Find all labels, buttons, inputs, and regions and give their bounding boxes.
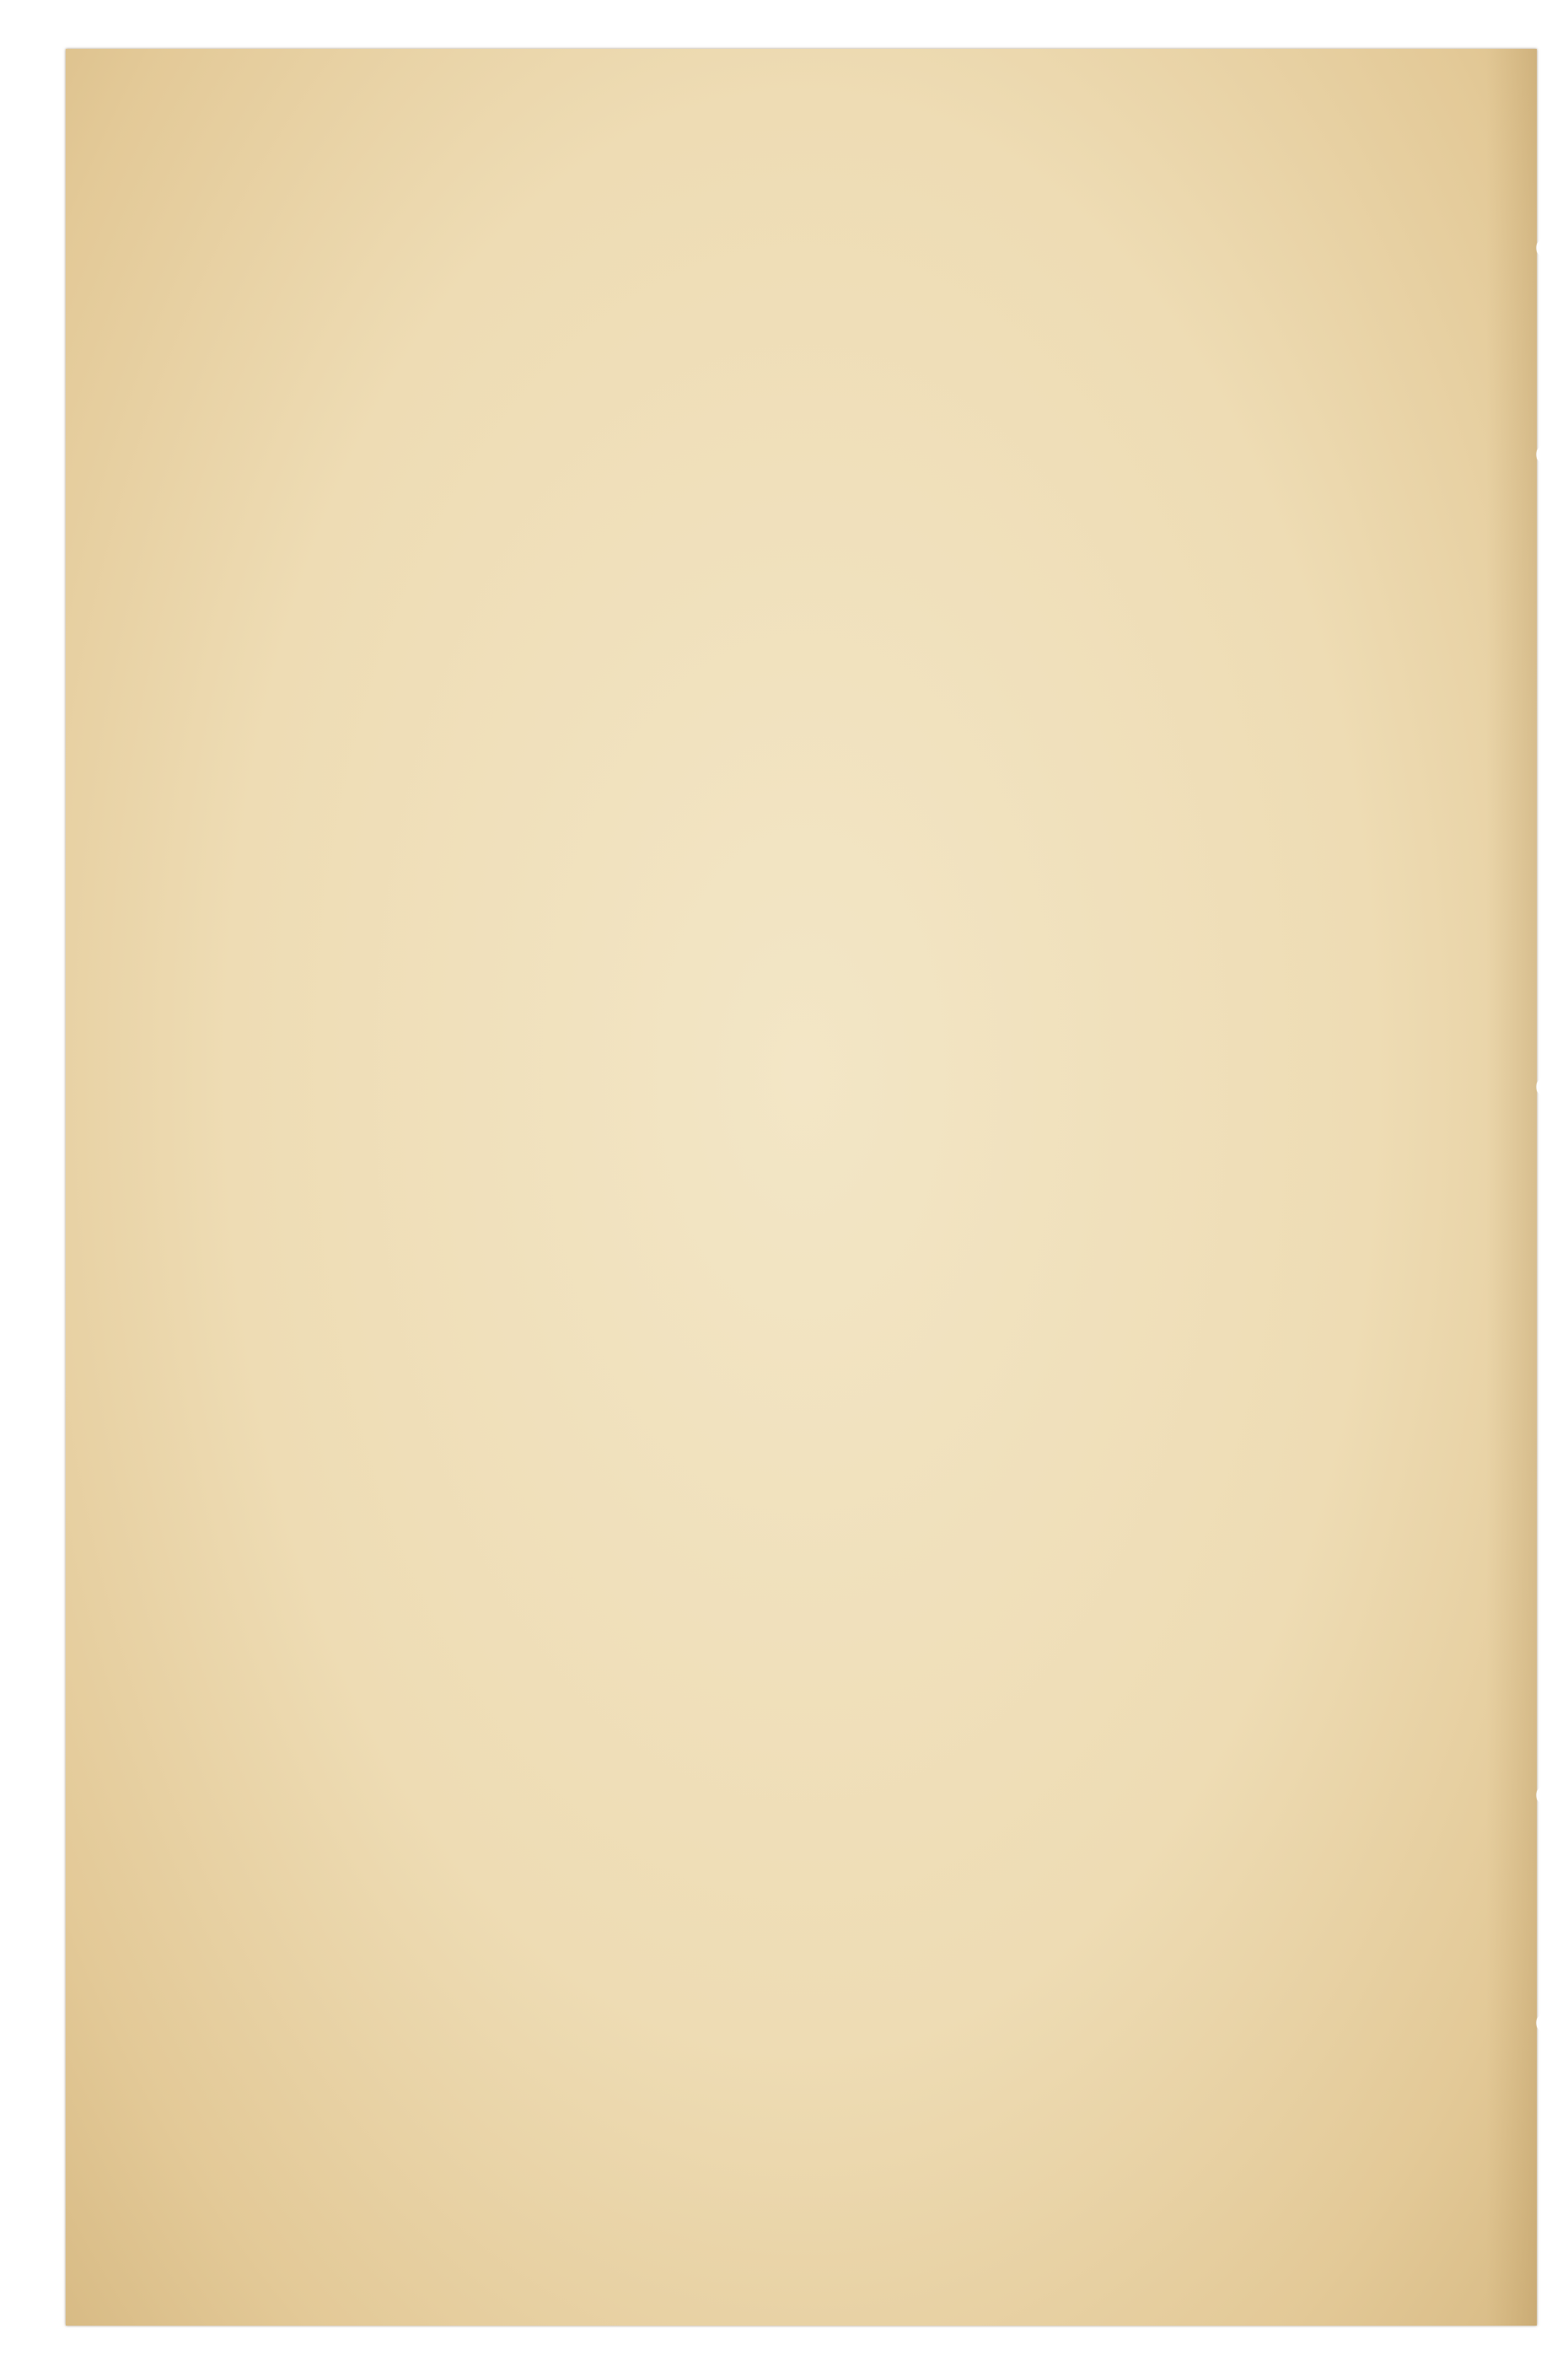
binding-hole [1536, 239, 1555, 257]
binding-hole [1536, 445, 1555, 464]
book-page [66, 49, 1537, 2326]
binding-hole [1536, 2014, 1555, 2032]
binding-hole [1536, 1786, 1555, 1804]
binding-hole [1536, 1078, 1555, 1096]
